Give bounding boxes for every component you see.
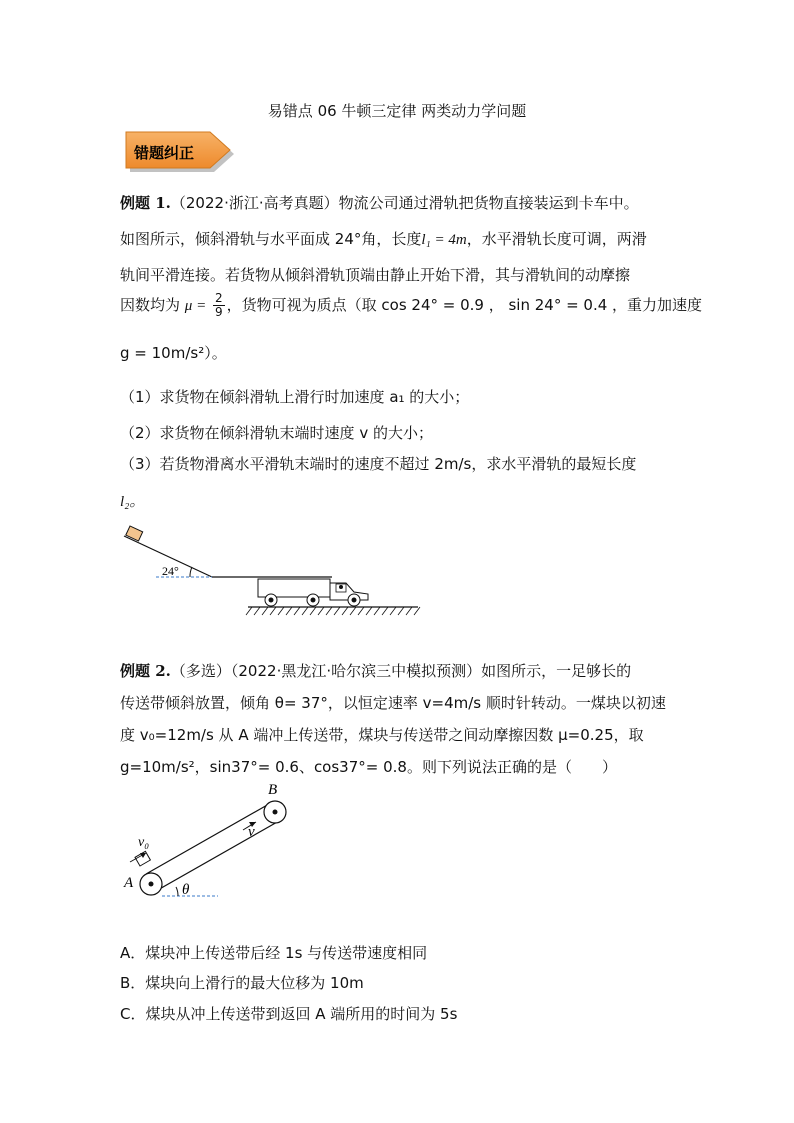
q1-part-2: （2）求货物在倾斜滑轨末端时速度 v 的大小；: [120, 424, 433, 442]
q2-label: 例题 2.: [120, 662, 171, 680]
q1-text-2c: ，水平滑轨长度可调，两滑: [466, 230, 647, 248]
section-badge: [124, 130, 234, 174]
q2-line-4: g=10m/s²，sin37°= 0.6、cos37°= 0.8。则下列说法正确的是（ ）: [120, 758, 617, 776]
truck-icon: [258, 579, 368, 606]
q1-mu: μ =: [184, 298, 207, 314]
label-a: A: [124, 875, 134, 891]
q1-length: l₁ = 4m: [421, 232, 467, 248]
fraction-denominator: 9: [214, 305, 223, 319]
q1-line-1: [120, 192, 639, 213]
q1-line-4: [120, 292, 702, 319]
ground-hatch: [246, 607, 420, 615]
option-c: C．煤块从冲上传送带到返回 A 端所用的时间为 5s: [120, 1005, 458, 1023]
option-a: A．煤块冲上传送带后经 1s 与传送带速度相同: [120, 944, 428, 962]
q2-line-2: 传送带倾斜放置，倾角 θ= 37°，以恒定速率 v=4m/s 顺时针转动。一煤块以初速: [120, 694, 666, 712]
q1-text-4c: ，货物可视为质点（取 cos 24° = 0.9 ， sin 24° = 0.4 ，重力加速度: [226, 296, 703, 314]
q1-label: 例题 1.: [120, 194, 171, 212]
q2-line-3: 度 v₀=12m/s 从 A 端冲上传送带，煤块与传送带之间动摩擦因数 μ=0.25，取: [120, 726, 644, 744]
q1-figure: [118, 520, 428, 620]
cargo-box-icon: [126, 526, 143, 541]
belt-bottom-edge: [156, 821, 279, 891]
angle-arc: [190, 567, 192, 577]
q1-text-4a: 因数均为: [120, 296, 181, 314]
q2-line-1: [120, 660, 631, 681]
q1-part-3-cont: l₂。: [120, 494, 145, 510]
label-b: B: [268, 782, 278, 798]
q1-fraction: [213, 292, 225, 319]
q1-line-5: g = 10m/s²）。: [120, 344, 227, 362]
theta-arc: [176, 887, 178, 896]
q1-part-1: （1）求货物在倾斜滑轨上滑行时加速度 a₁ 的大小；: [120, 388, 470, 406]
q1-text-1: （2022·浙江·高考真题）物流公司通过滑轨把货物直接装运到卡车中。: [170, 194, 639, 212]
q2-text-1: （多选）（2022·黑龙江·哈尔滨三中模拟预测）如图所示，一足够长的: [170, 662, 632, 680]
fraction-numerator: 2: [214, 291, 223, 305]
q1-text-2a: 如图所示，倾斜滑轨与水平面成 24°角，长度: [120, 230, 422, 248]
q1-line-3: 轨间平滑连接。若货物从倾斜滑轨顶端由静止开始下滑，其与滑轨间的动摩擦: [120, 266, 631, 284]
label-v: v: [248, 824, 255, 840]
page-title: 易错点 06 牛顿三定律 两类动力学问题: [267, 102, 527, 120]
incline-angle-label: 24°: [162, 564, 179, 578]
label-theta: θ: [182, 882, 190, 898]
option-b: B．煤块向上滑行的最大位移为 10m: [120, 974, 364, 992]
q1-part-3: （3）若货物滑离水平滑轨末端时的速度不超过 2m/s，求水平滑轨的最短长度: [120, 455, 637, 473]
q2-figure: [118, 774, 308, 904]
label-v0: v₀: [138, 835, 150, 850]
q1-line-2: [120, 228, 647, 249]
badge-label: 错题纠正: [134, 144, 195, 162]
